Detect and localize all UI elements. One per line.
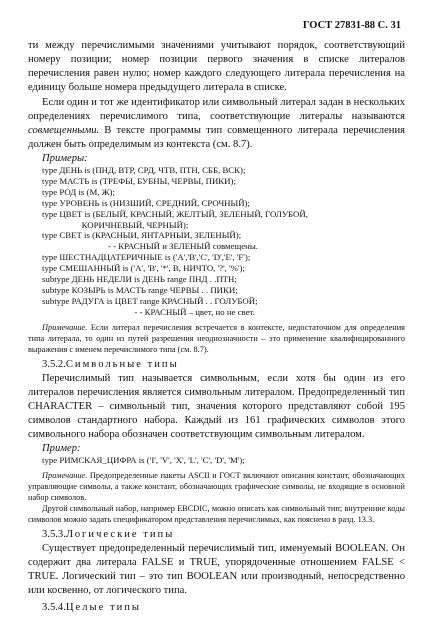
note-1 xyxy=(28,322,405,355)
section-heading-3-5-3 xyxy=(42,527,405,542)
code-line: - - КРАСНЫЙ и ЗЕЛЕНЫЙ совмещены. xyxy=(42,241,258,252)
section-title: Символьные типы xyxy=(65,358,179,370)
section-heading-3-5-4 xyxy=(42,600,405,615)
note-1-label: Примечание. xyxy=(42,322,88,332)
code-block-2: type РИМСКАЯ_ЦИФРА is ('I', 'V', 'X', 'L', 'С', 'D', 'М'); xyxy=(42,454,245,465)
code-line: type ЦВЕТ is (БЕЛЫЙ, КРАСНЫЙ, ЖЕЛТЫЙ, ЗЕЛЕНЫЙ, ГОЛУБОЙ, xyxy=(42,208,308,219)
note-2 xyxy=(28,470,405,503)
section-number: 3.5.3. xyxy=(42,528,66,540)
section-title: Логические типы xyxy=(65,528,175,540)
paragraph-2-text-a: Если один и тот же идентификатор или символьный литерал задан в нескольких определениях перечислимого типа, соответствующие литералы называются xyxy=(28,97,405,122)
paragraph-2-text-b: В тексте программы тип совмещенного литерала перечисления должен быть определимым из контекста (см. 8.7). xyxy=(28,125,405,150)
section-heading-3-5-2 xyxy=(42,357,405,372)
section-number: 3.5.4. xyxy=(42,601,66,613)
paragraph-2-emphasis: совмещенными. xyxy=(28,125,100,136)
page-header: ГОСТ 27831-88 С. 31 xyxy=(302,20,401,31)
code-line: type СВЕТ is (КРАСНЫИ, ЯНТАРНЫИ, ЗЕЛЕНЫЙ); xyxy=(42,230,242,241)
code-line: КОРИЧНЕВЫЙ, ЧЕРНЫЙ); xyxy=(42,219,189,230)
code-line: subtype КОЗЫРЬ is МАСТЬ range ЧЕРВЫ . . ПИКИ; xyxy=(42,284,238,295)
paragraph-3: Перечислимый тип называется символьным, если хотя бы один из его литералов перечисления является символьным литералом. Предопределенный тип CHARACTER – символьный тип, значения которого представляют собой 195 символов стандартного набора. Каждый из 161 графических символов этого символьного набора обозначен соответствующим символьным литералом. xyxy=(28,372,405,440)
code-line: - - КРАСНЫЙ – цвет, но не свет. xyxy=(42,306,255,317)
example-label: Пример: xyxy=(42,442,81,454)
code-line: subtype РАДУГА is ЦВЕТ range КРАСНЫЙ . . ГОЛУБОЙ; xyxy=(42,295,258,306)
code-line: type МАСТЬ is (ТРЕФЫ, БУБНЫ, ЧЕРВЫ, ПИКИ); xyxy=(42,175,236,186)
code-line: type СМЕШАННЫЙ is ('А', 'В', '*', В, НИЧТО, '?', '%'); xyxy=(42,263,245,274)
note-2-text: Предопределенные пакеты ASCII и ГОСТ включают описания констант, обозначающих управляющие символы, а также констант, обозначающих графические символы, не входящие в основной набор символов. xyxy=(28,470,405,502)
paragraph-4: Существует предопределенный перечислимый тип, именуемый BOOLEAN. Он содержит два литерала FALSE и TRUE, упорядоченные отношением FALSE < TRUE. Логический тип – это тип BOOLEAN или производный, непосредственно или косвенно, от логического типа. xyxy=(28,542,405,596)
code-line: type РОД is (М, Ж); xyxy=(42,186,115,197)
code-line: type УРОВЕНЬ is (НИЗШИЙ, СРЕДНИЙ, СРОЧНЫЙ); xyxy=(42,197,250,208)
note-3: Другой символьный набор, например EBCDIC, можно описать как символьный тип; внутренние коды символов можно задать спецификатором представления перечислимых, как пояснено в разд. 13.3. xyxy=(28,503,405,524)
note-2-label: Примечание. xyxy=(42,470,88,480)
paragraph-1: ти между перечислимыми значениями учитывают порядок, соответствующий номеру позиции; номер позиции первого значения в списке литералов перечисления равен нулю; номер каждого следующего литерала перечисления на единицу больше номера предыдущего литерала в списке. xyxy=(28,40,405,93)
note-1-text: Если литерал перечисления встречается в контексте, недостаточном для определения типа литерала, то один из путей разрешения неоднозначности – это применение квалифицированного выражения с именем перечислимого типа (см. 8.7). xyxy=(28,322,405,354)
code-line: subtype ДЕНЬ НЕДЕЛИ is ДЕНЬ range ПНД . .ПТН; xyxy=(42,274,237,285)
paragraph-2 xyxy=(28,96,405,152)
code-line: type ДЕНЬ is (ПНД, ВТР, СРД, ЧТВ, ПТН, СББ, ВСК); xyxy=(42,165,246,175)
section-title: Целые типы xyxy=(65,601,142,613)
examples-label: Примеры: xyxy=(42,153,88,164)
code-line: type ШЕСТНАДЦАТЕРИЧНЫЕ is ('А','В','С', 'D','Е', 'F'); xyxy=(42,252,251,263)
page-content xyxy=(28,39,405,615)
code-block-1 xyxy=(28,165,405,318)
section-number: 3.5.2. xyxy=(42,358,66,370)
